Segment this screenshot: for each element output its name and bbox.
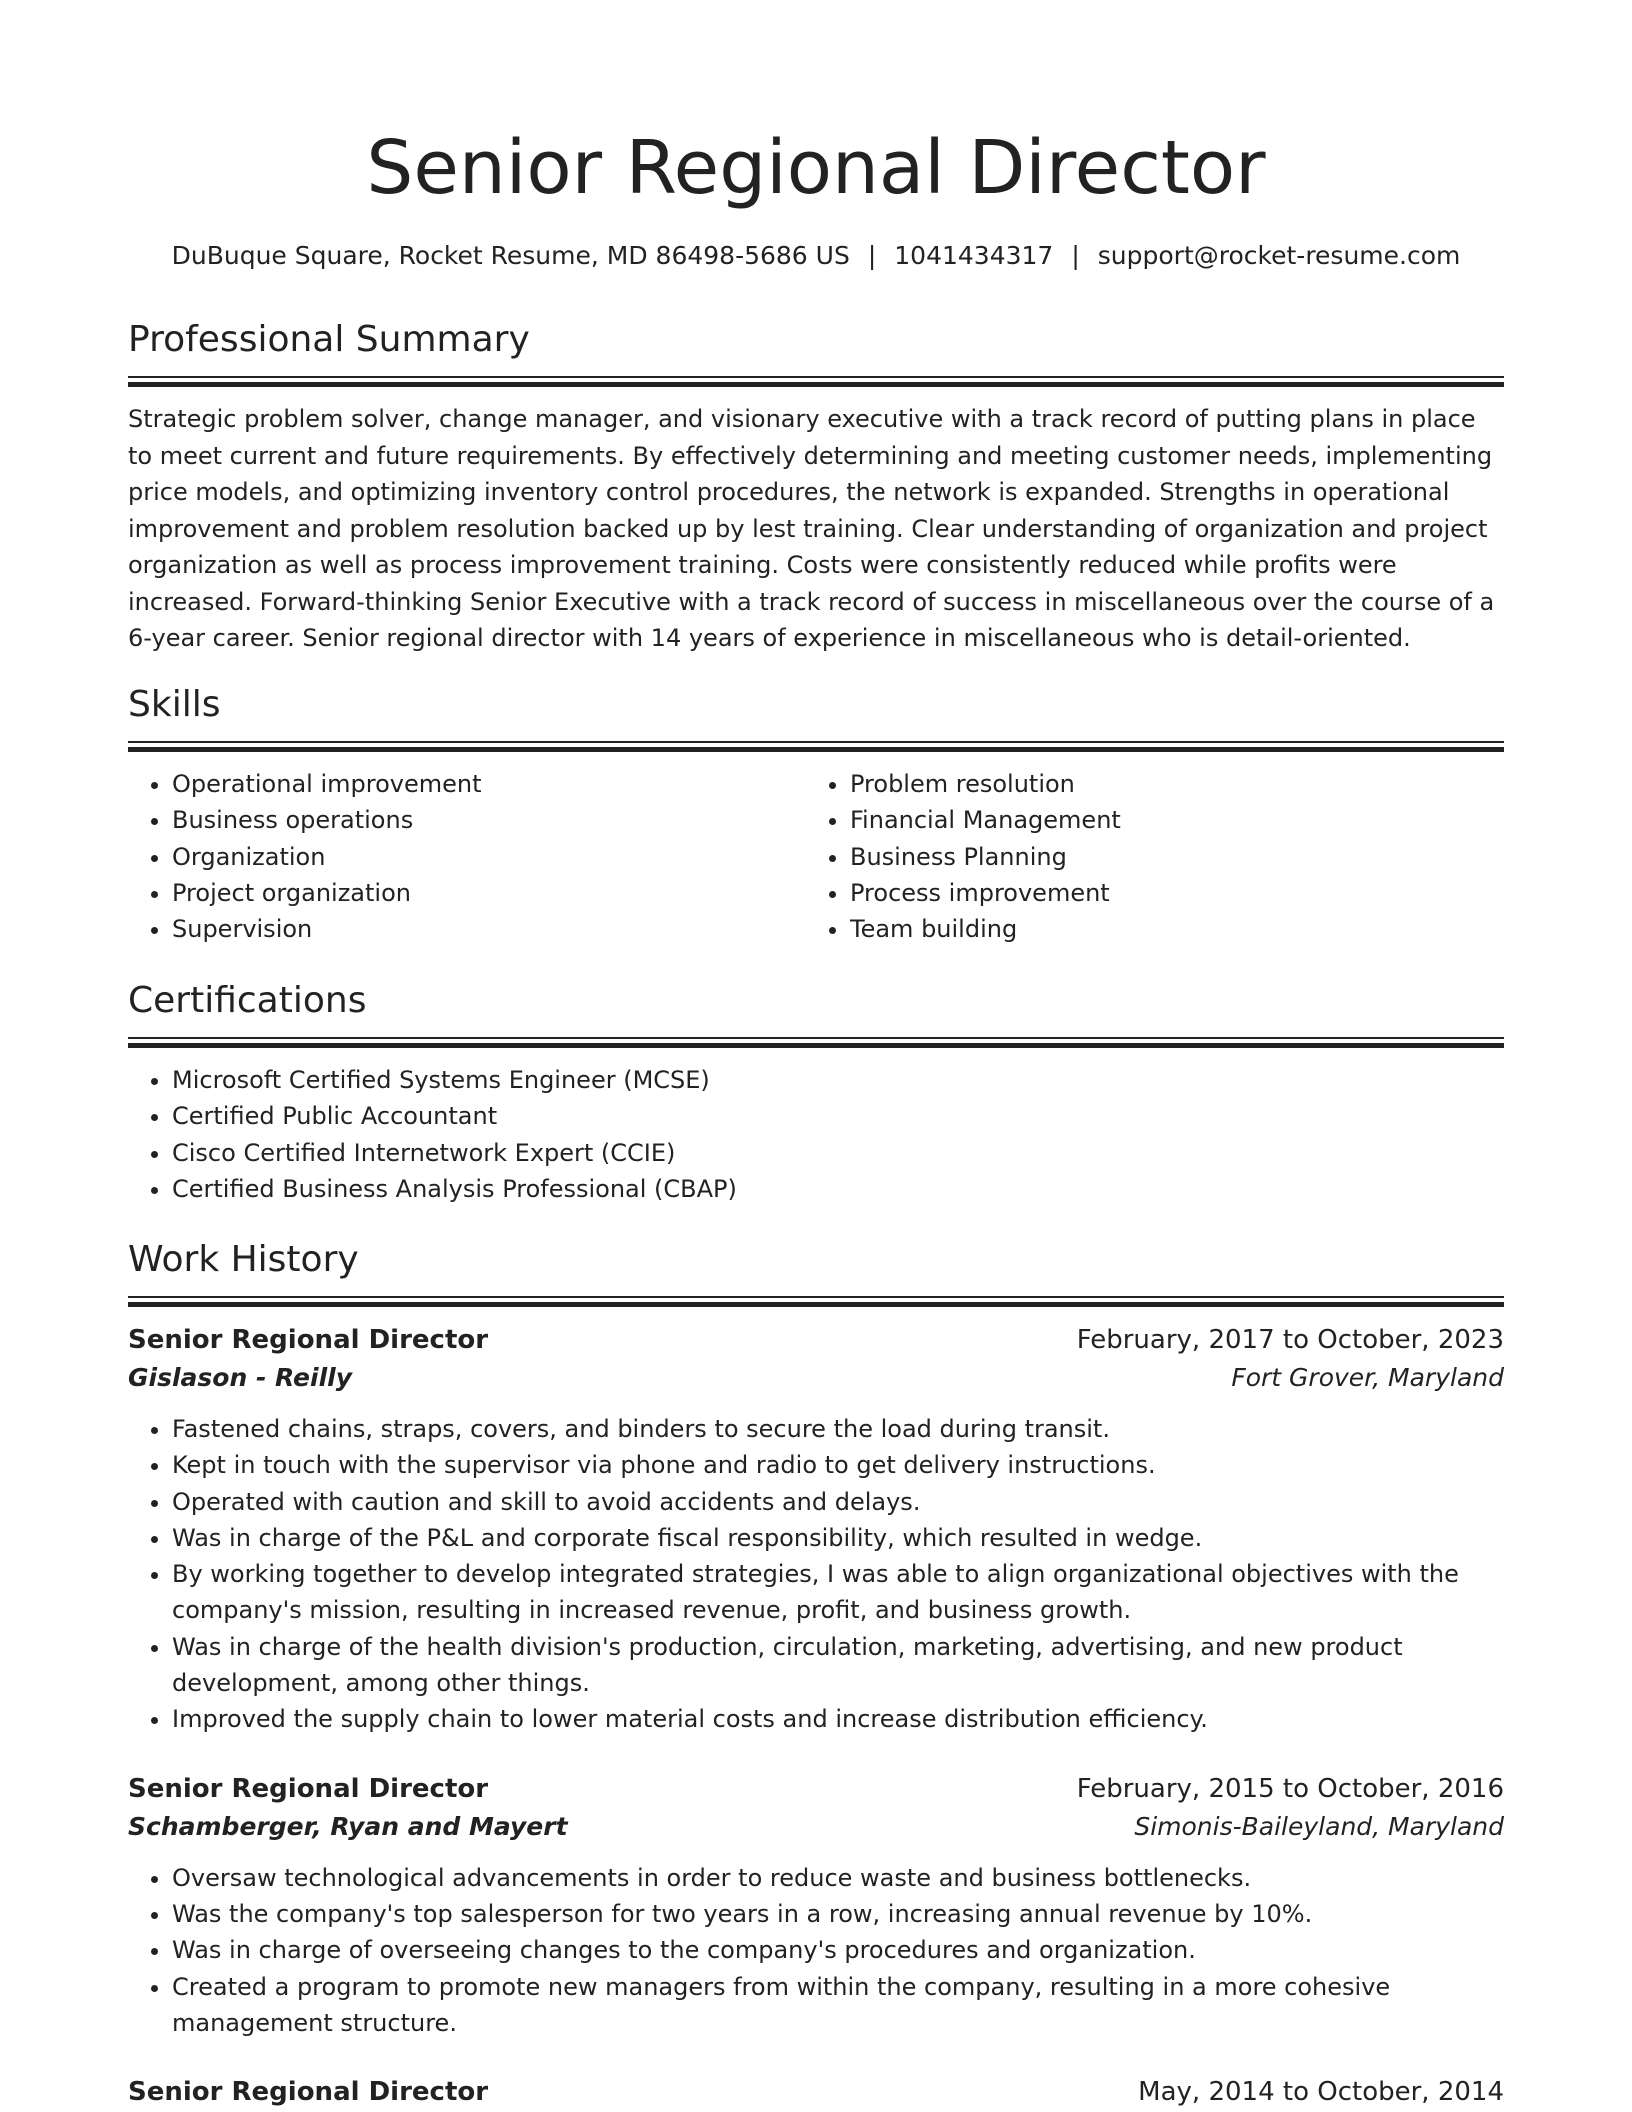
certifications-heading: Certifications — [128, 980, 367, 1021]
skill-item: • Problem resolution — [850, 766, 1504, 802]
contact-address: DuBuque Square, Rocket Resume, MD 86498-5686 US — [171, 241, 850, 270]
job-bullets — [128, 1411, 1504, 1738]
skill-item: • Business Planning — [850, 839, 1504, 875]
job-bullet: • Was the company's top salesperson for two years in a row, increasing annual revenue by 10%. — [172, 1896, 1504, 1932]
job-bullet: • Improved the supply chain to lower material costs and increase distribution efficiency. — [172, 1701, 1504, 1737]
job-bullets — [128, 1860, 1504, 2041]
section-divider — [128, 1296, 1504, 1307]
contact-separator: | — [867, 241, 877, 270]
job-header-row — [128, 1770, 1504, 1808]
skill-item: • Financial Management — [850, 802, 1504, 838]
job-company-row — [128, 1808, 1504, 1846]
skill-item: • Process improvement — [850, 875, 1504, 911]
job-location: Fort Grover, Maryland — [1231, 1363, 1504, 1392]
job-bullet: • Fastened chains, straps, covers, and binders to secure the load during transit. — [172, 1411, 1504, 1447]
job-entry — [128, 1770, 1504, 2041]
skill-item: • Operational improvement — [172, 766, 806, 802]
skills-list-left — [128, 766, 806, 947]
job-bullet: • By working together to develop integrated strategies, I was able to align organizational objectives with the company's mission, resulting in increased revenue, profit, and business growth. — [172, 1556, 1504, 1629]
summary-heading: Professional Summary — [128, 319, 530, 360]
job-bullet: • Was in charge of the health division's production, circulation, marketing, advertising, and new product development, among other things. — [172, 1629, 1504, 1702]
contact-line — [128, 236, 1504, 276]
job-entry — [128, 1321, 1504, 1738]
skill-item: • Team building — [850, 911, 1504, 947]
contact-email: support@rocket-resume.com — [1097, 241, 1461, 270]
skill-item: • Organization — [172, 839, 806, 875]
job-company-row — [128, 1359, 1504, 1397]
job-bullet: • Operated with caution and skill to avoid accidents and delays. — [172, 1484, 1504, 1520]
job-header-row — [128, 1321, 1504, 1359]
skill-item: • Supervision — [172, 911, 806, 947]
certification-item: • Cisco Certified Internetwork Expert (CCIE) — [172, 1135, 1504, 1171]
job-title: Senior Regional Director — [128, 1773, 489, 1804]
contact-separator: | — [1071, 241, 1080, 270]
skills-section — [128, 681, 1504, 947]
certification-item: • Certified Public Accountant — [172, 1098, 1504, 1134]
job-entry — [128, 2073, 1504, 2111]
job-dates: February, 2017 to October, 2023 — [1076, 1325, 1504, 1355]
skills-heading: Skills — [128, 684, 221, 725]
job-bullet: • Kept in touch with the supervisor via phone and radio to get delivery instructions. — [172, 1447, 1504, 1483]
job-title: Senior Regional Director — [128, 2077, 489, 2108]
section-divider — [128, 1037, 1504, 1048]
certifications-section — [128, 977, 1504, 1207]
job-dates: May, 2014 to October, 2014 — [1138, 2077, 1504, 2108]
section-divider — [128, 376, 1504, 387]
skills-list-right — [806, 766, 1504, 947]
job-bullet: • Was in charge of overseeing changes to the company's procedures and organization. — [172, 1932, 1504, 1968]
resume-title: Senior Regional Director — [366, 125, 1266, 211]
work-history-heading: Work History — [128, 1239, 359, 1280]
section-divider — [128, 741, 1504, 752]
certifications-list — [128, 1062, 1504, 1207]
job-location: Simonis-Baileyland, Maryland — [1134, 1811, 1504, 1841]
skill-item: • Project organization — [172, 875, 806, 911]
work-history-section — [128, 1236, 1504, 2111]
skills-grid — [128, 752, 1504, 947]
job-title: Senior Regional Director — [128, 1325, 489, 1355]
job-dates: February, 2015 to October, 2016 — [1076, 1773, 1504, 1804]
job-bullet: • Oversaw technological advancements in order to reduce waste and business bottlenecks. — [172, 1860, 1504, 1896]
contact-phone: 1041434317 — [894, 241, 1054, 270]
job-bullet: • Created a program to promote new managers from within the company, resulting in a more cohesive management structure. — [172, 1969, 1504, 2042]
job-company: Schamberger, Ryan and Mayert — [128, 1811, 568, 1841]
job-company: Gislason - Reilly — [128, 1363, 353, 1392]
summary-text: Strategic problem solver, change manager, and visionary executive with a track record of putting plans in place to meet current and future requirements. By effectively determining and meeting customer needs, implementing price models, and optimizing inventory control procedures, the network is expanded. Strengths in operational improvement and problem resolution backed up by lest training. Clear understanding of organization and project organization as well as process improvement training. Costs were consistently reduced while profits were increased. Forward-thinking Senior Executive with a track record of success in miscellaneous over the course of a 6-year career. Senior regional director with 14 years of experience in miscellaneous who is detail-oriented. — [128, 405, 1495, 652]
job-bullet: • Was in charge of the P&L and corporate fiscal responsibility, which resulted in wedge. — [172, 1520, 1504, 1556]
certification-item: • Microsoft Certified Systems Engineer (MCSE) — [172, 1062, 1504, 1098]
skill-item: • Business operations — [172, 802, 806, 838]
job-header-row — [128, 2073, 1504, 2111]
certification-item: • Certified Business Analysis Professional (CBAP) — [172, 1171, 1504, 1207]
summary-section — [128, 316, 1504, 657]
